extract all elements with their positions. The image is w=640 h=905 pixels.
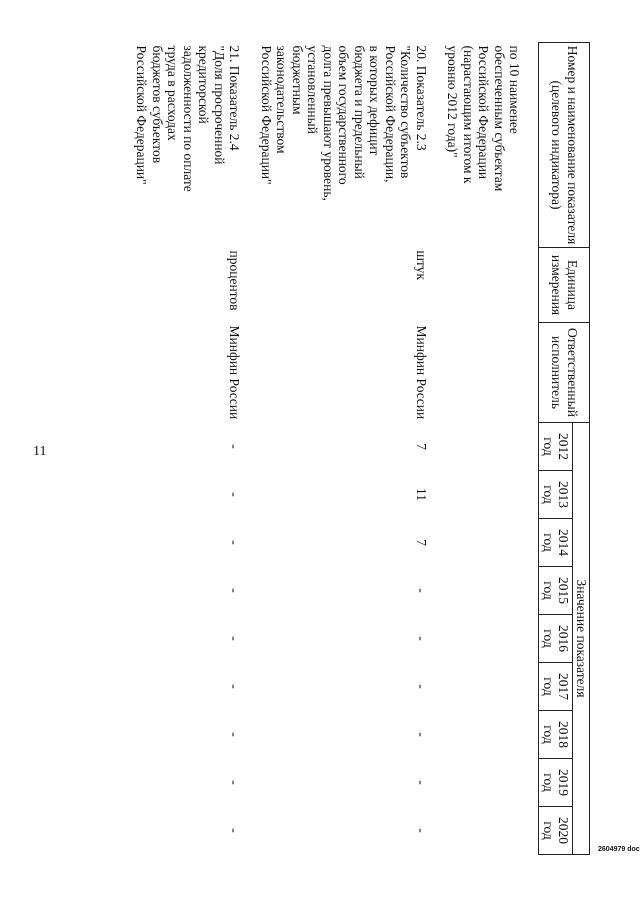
unit-cell bbox=[445, 248, 539, 323]
unit-cell: штук bbox=[414, 250, 429, 280]
header-year: 2016 год bbox=[539, 615, 573, 663]
value-cell: 7 bbox=[414, 539, 429, 546]
value-cell: - bbox=[227, 732, 243, 737]
value-cell: - bbox=[414, 732, 429, 737]
value-cell: 7 bbox=[414, 443, 429, 450]
header-year: 2019 год bbox=[539, 759, 573, 807]
responsible-cell: Минфин России bbox=[414, 325, 429, 420]
page-number: 11 bbox=[33, 444, 47, 459]
value-cell bbox=[445, 663, 539, 711]
value-cell bbox=[445, 471, 539, 519]
rotated-table-container bbox=[50, 42, 590, 852]
header-indicator: Номер и наименование показателя (целевого индикатора) bbox=[539, 43, 590, 248]
value-cell: - bbox=[414, 684, 429, 689]
value-cell: - bbox=[227, 492, 243, 497]
value-cell: - bbox=[414, 588, 429, 593]
value-cell: - bbox=[414, 636, 429, 641]
value-cell bbox=[445, 519, 539, 567]
header-year: 2012 год bbox=[539, 423, 573, 471]
value-cell: - bbox=[227, 588, 243, 593]
value-cell bbox=[445, 567, 539, 615]
header-row-1 bbox=[573, 43, 590, 855]
value-cell: - bbox=[414, 828, 429, 833]
header-year: 2015 год bbox=[539, 567, 573, 615]
table-row bbox=[445, 43, 539, 855]
indicator-table bbox=[134, 42, 590, 855]
responsible-cell: Минфин России bbox=[227, 325, 243, 420]
table-row bbox=[134, 43, 259, 855]
header-values-group: Значение показателя bbox=[573, 423, 590, 855]
value-cell bbox=[445, 711, 539, 759]
footer-filename: 2604979 doc bbox=[598, 846, 640, 853]
value-cell bbox=[445, 759, 539, 807]
header-year: 2013 год bbox=[539, 471, 573, 519]
value-cell: - bbox=[414, 780, 429, 785]
value-cell: - bbox=[227, 444, 243, 449]
indicator-cell: 21. Показатель 2.4 "Доля просроченной кредиторской задолженности по оплате труда в расходах бюджетов субъектов Российской Федерации" bbox=[134, 45, 243, 192]
value-cell: - bbox=[227, 828, 243, 833]
header-year: 2020 год bbox=[539, 807, 573, 855]
header-year: 2017 год bbox=[539, 663, 573, 711]
value-cell: - bbox=[227, 540, 243, 545]
responsible-cell bbox=[445, 323, 539, 423]
indicator-cell: по 10 наименее обеспеченным субъектам Российской Федерации (нарастающим итогом к уровню 2012 года)" bbox=[445, 45, 523, 192]
value-cell: 11 bbox=[414, 488, 429, 501]
unit-cell: процентов bbox=[227, 250, 243, 311]
indicator-cell: 20. Показатель 2.3 "Количество субъектов Российской Федерации, в которых дефицит бюджета и предельный объем государственного долга превышают уровень, установленный бюджетным законодательством Российской Федерации" bbox=[259, 45, 429, 201]
value-cell: - bbox=[227, 684, 243, 689]
value-cell: - bbox=[227, 636, 243, 641]
value-cell: - bbox=[227, 780, 243, 785]
header-unit: Единица измерения bbox=[539, 248, 590, 323]
value-cell bbox=[445, 807, 539, 855]
header-responsible: Ответственный исполнитель bbox=[539, 323, 590, 423]
header-year: 2014 год bbox=[539, 519, 573, 567]
value-cell bbox=[445, 615, 539, 663]
table-row bbox=[259, 43, 446, 855]
value-cell bbox=[445, 423, 539, 471]
header-year: 2018 год bbox=[539, 711, 573, 759]
